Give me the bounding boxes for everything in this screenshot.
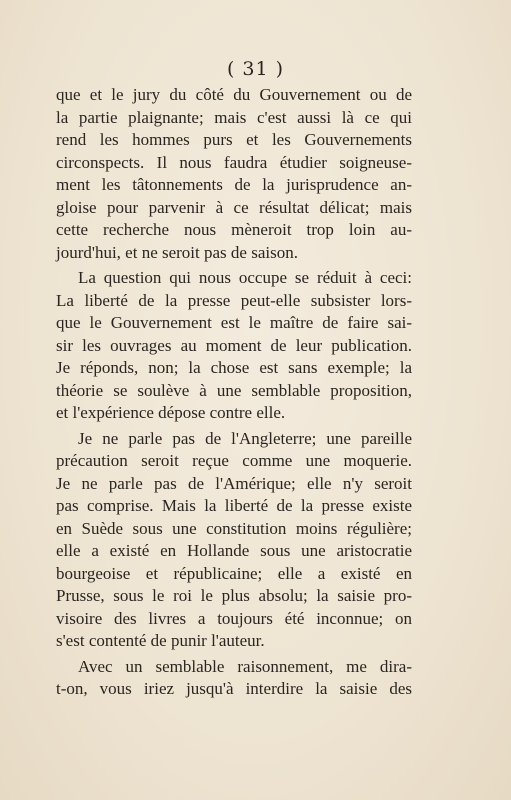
text-line: t-on, vous iriez jusqu'à interdire la saisie des bbox=[56, 679, 412, 698]
paragraph-4 bbox=[56, 656, 412, 701]
paragraph-1 bbox=[56, 84, 412, 264]
text-line: Prusse, sous le roi le plus absolu; la saisie pro- bbox=[56, 586, 412, 605]
text-line: elle a existé en Hollande sous une aristocratie bbox=[56, 541, 412, 560]
text-line: La question qui nous occupe se réduit à ceci: bbox=[78, 268, 412, 287]
text-line: que le Gouvernement est le maître de faire sai- bbox=[56, 313, 412, 332]
text-line: pas comprise. Mais la liberté de la presse existe bbox=[56, 496, 412, 515]
text-line: sir les ouvrages au moment de leur publication. bbox=[56, 335, 412, 355]
text-line: ment les tâtonnements de la jurisprudence an- bbox=[56, 175, 412, 194]
text-line: La liberté de la presse peut-elle subsister lors- bbox=[56, 290, 412, 310]
text-line: Je réponds, non; la chose est sans exemple; la bbox=[56, 358, 412, 377]
paragraph-3 bbox=[56, 428, 412, 653]
text-line: bourgeoise et républicaine; elle a existé en bbox=[56, 563, 412, 583]
text-line: s'est contenté de punir l'auteur. bbox=[56, 631, 265, 650]
text-line: précaution seroit reçue comme une moquerie. bbox=[56, 451, 412, 470]
text-line: Avec un semblable raisonnement, me dira- bbox=[78, 656, 412, 676]
body-text bbox=[56, 84, 412, 704]
text-line: Je ne parle pas de l'Angleterre; une pareille bbox=[78, 428, 412, 448]
text-line: visoire des livres a toujours été inconnue; on bbox=[56, 608, 412, 628]
text-line: cette recherche nous mèneroit trop loin au- bbox=[56, 220, 412, 239]
page-number: ( 31 ) bbox=[226, 58, 285, 80]
text-line: circonspects. Il nous faudra étudier soigneuse- bbox=[56, 152, 412, 172]
text-line: théorie se soulève à une semblable proposition, bbox=[56, 380, 412, 400]
text-line: la partie plaignante; mais c'est aussi là ce qui bbox=[56, 107, 412, 127]
text-line: gloise pour parvenir à ce résultat délicat; mais bbox=[56, 197, 412, 217]
text-line: et l'expérience dépose contre elle. bbox=[56, 403, 286, 422]
text-line: Je ne parle pas de l'Amérique; elle n'y seroit bbox=[56, 473, 412, 493]
text-line: jourd'hui, et ne seroit pas de saison. bbox=[56, 242, 298, 262]
text-line: rend les hommes purs et les Gouvernements bbox=[56, 130, 412, 149]
paragraph-2 bbox=[56, 267, 412, 425]
text-line: en Suède sous une constitution moins régulière; bbox=[56, 518, 412, 538]
text-line: que et le jury du côté du Gouvernement ou de bbox=[56, 85, 412, 104]
